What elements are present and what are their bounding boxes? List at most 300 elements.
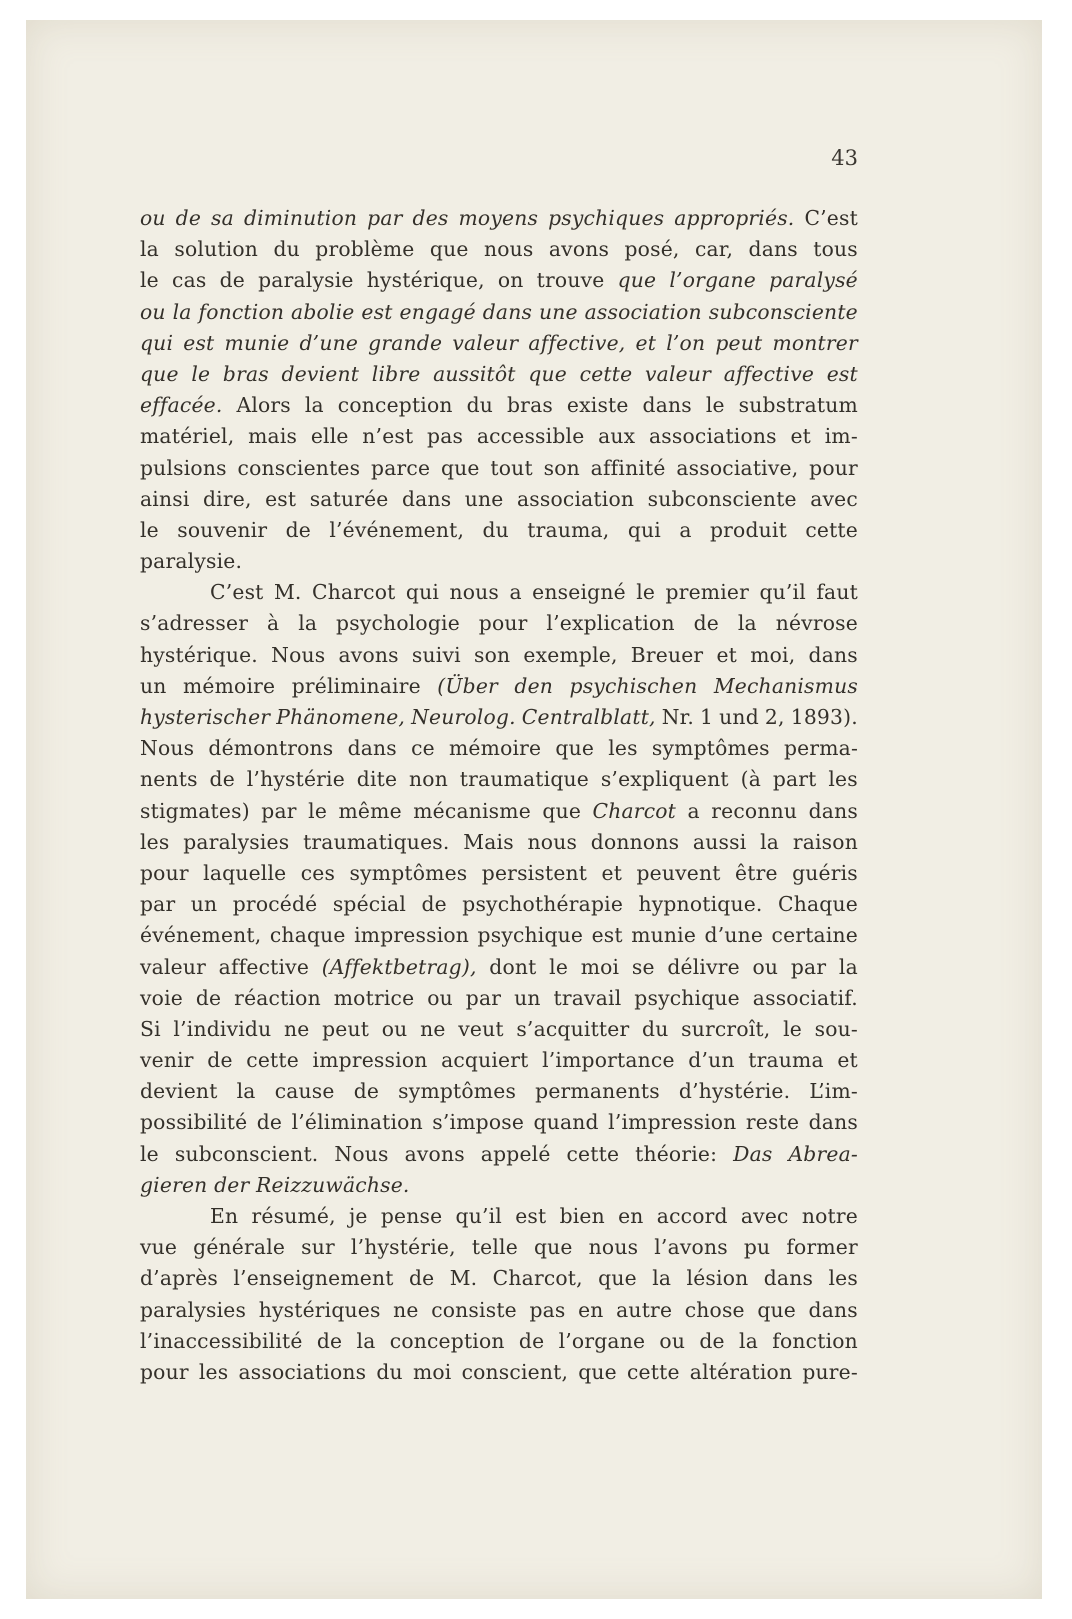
text-line [140,1076,858,1107]
word: lésion [686,1266,749,1291]
word: affective, [528,330,626,355]
word: de [195,985,222,1010]
word: d’une [704,923,764,948]
word: aussitôt [433,361,516,386]
word: de [421,892,447,917]
word: dans [808,1297,858,1322]
word: dans [642,393,692,418]
word: chaque [269,923,346,948]
word: par [790,954,827,979]
word: voie [140,985,183,1010]
word: ne [393,1297,419,1322]
word: ou [659,1328,686,1353]
word: la [304,393,324,418]
word: du [642,1016,669,1041]
word: travail [553,985,622,1010]
word: veut [458,1016,504,1041]
word: est [591,923,623,948]
word: moyens [458,206,539,230]
word: Si [140,1016,161,1041]
word: avons [338,642,399,667]
word: laquelle [203,860,287,885]
word: même [338,798,402,823]
word: premier [665,580,750,605]
word: nous [483,237,534,262]
word: posé, [624,237,680,262]
word: la [298,611,318,636]
word: peuvent [636,860,721,885]
word: substratum [738,393,858,418]
word: paralysé [769,268,858,293]
word: cette [566,1141,620,1166]
word: en [618,1204,644,1228]
text-line [140,328,858,359]
word: grande [368,330,443,355]
word: paralysie [258,268,354,293]
word: (Affektbetrag), [321,954,477,979]
word: Mais [463,829,514,854]
word: altération [689,1359,793,1384]
word: les [828,767,858,792]
word: un [190,892,218,917]
word: notre [801,1204,858,1228]
word: diminution [243,206,358,230]
word: pour [140,860,189,885]
word: cette [805,517,858,542]
word: telle [471,1235,518,1260]
word: part [772,767,817,792]
word: ou [140,206,166,230]
word: Charcot [312,580,396,605]
word: psychique [477,923,584,948]
word: de [693,611,719,636]
word: pas [529,1297,566,1322]
word: Nous [140,736,195,761]
word: événement, [140,923,262,948]
word: qui [140,330,174,355]
word: bien [559,1204,605,1228]
word: munie [224,330,290,355]
word: cas [172,268,207,293]
word: avons [404,1141,465,1166]
word: ainsi [140,486,190,511]
word: persistent [481,860,588,885]
word: stigmates) [140,798,250,823]
word: préliminaire [291,673,421,698]
word: dans [748,237,798,262]
text-line [140,1357,858,1388]
word: dans [763,1266,814,1291]
word: permanents [535,1079,660,1104]
word: faut [816,580,858,605]
word: paralysies [183,829,290,854]
word: je [348,1204,368,1228]
word: association [584,299,702,324]
word: nents [140,767,198,792]
word: souvenir [177,517,268,542]
word: dans [482,299,533,324]
word: ou [427,985,453,1010]
word: reconnu [711,798,798,823]
word: conscientes [237,455,361,480]
word: symptômes [398,1079,517,1104]
word: En [210,1204,239,1228]
word: hypnotique. [638,892,763,917]
text-line [140,265,858,296]
word: du [376,1359,403,1384]
word: fonction [772,1328,858,1353]
text-line [140,359,858,390]
word: par [261,798,297,823]
word: former [786,1235,858,1260]
word: ce [411,736,435,761]
word: et [790,424,812,449]
word: le [140,517,159,542]
word: (à [740,767,761,792]
word: du [466,393,494,418]
word: de [209,767,235,792]
word: à [267,611,280,636]
word: que [440,455,480,480]
word: psychothérapie [462,892,624,917]
word: délivre [667,954,740,979]
word: le [549,954,569,979]
word: munie [631,923,697,948]
word: libre [371,361,421,386]
word: de [219,268,245,293]
text-line [140,952,858,983]
word: a [679,517,692,542]
word: qu’il [455,1204,502,1228]
word: mémoire [182,673,276,698]
word: ou [140,299,166,324]
word: trauma, [527,517,610,542]
word: et [601,860,623,885]
word: possibilité [140,1110,248,1135]
word: est [515,1204,547,1228]
word: cette [579,361,633,386]
body-text [140,203,858,1388]
word: l’hystérie, [350,1235,456,1260]
text-line [140,1295,858,1326]
page-number: 43 [831,146,858,170]
word: Charcot [592,798,677,823]
word: de [175,206,202,230]
text-line [140,1326,858,1357]
word: Centralblatt, [521,705,656,729]
word: théorie: [635,1141,718,1166]
text-line [140,1201,858,1232]
word: nous [588,1235,639,1260]
text-line [140,640,858,671]
word: spécial [332,892,407,917]
word: 1893). [790,705,858,729]
text-line [140,390,858,421]
word: Das [733,1141,773,1166]
word: que [555,736,595,761]
word: Abrea- [788,1141,858,1166]
text-line [140,827,858,858]
word: mécanisme [413,798,531,823]
word: fonction [198,299,285,324]
word: de [408,1266,435,1291]
word: le [140,1141,159,1166]
word: pu [743,1235,771,1260]
word: l’impression [608,1110,737,1135]
word: non [409,767,448,792]
word: psychiques [548,206,665,230]
word: résumé, [251,1204,336,1228]
word: psychique [634,985,740,1010]
word: dans [808,1110,858,1135]
word: que [542,798,582,823]
word: l’élimination [291,1110,423,1135]
word: Nr. [661,705,694,729]
word: Nous [334,1141,389,1166]
word: moi [580,954,620,979]
word: der [207,1172,250,1197]
word: dans [808,798,858,823]
word: subconscient. [174,1141,319,1166]
word: la [652,1266,672,1291]
word: valeur [140,954,206,979]
word: que [598,1266,637,1291]
word: perma- [783,736,858,761]
word: l’organe [669,268,756,293]
word: tous [813,237,858,262]
word: 2, [764,705,785,729]
word: car, [694,237,734,262]
word: valeur [452,330,519,355]
word: s’acquitter [516,1016,630,1041]
word: affective [218,954,310,979]
word: se [631,954,655,979]
text-line [140,764,858,795]
word: de [256,1110,283,1135]
word: que [429,237,469,262]
word: de [316,1328,343,1353]
word: s’impose [432,1110,525,1135]
text-line [140,796,858,827]
word: paralysie. [140,549,243,574]
word: on [497,268,524,293]
word: associations [649,424,777,449]
word: de [518,1328,545,1353]
word: pour [809,455,858,480]
word: exemple, [523,642,618,667]
word: de [285,517,311,542]
word: bras [222,361,269,386]
word: hystérique. [140,642,258,667]
word: est [361,299,393,324]
word: la [140,237,159,262]
word: symptômes [349,860,468,885]
word: 1 [700,705,714,729]
word: mais [248,424,298,449]
word: l’événement, [329,517,465,542]
word: acquiert [441,1048,529,1073]
word: les [198,1359,229,1384]
word: consiste [431,1297,517,1322]
word: des [412,206,449,230]
word: devient [281,361,360,386]
word: conception [389,1328,505,1353]
word: montrer [772,330,858,355]
word: par [367,206,403,230]
word: les [608,736,638,761]
word: est [826,361,858,386]
word: appelé [480,1141,551,1166]
word: hysterischer [140,705,271,729]
word: dans [808,642,858,667]
word: la [838,954,858,979]
word: la [760,829,780,854]
word: solution [174,237,259,262]
word: enseigné [532,580,626,605]
word: l’importance [542,1048,675,1073]
text-line [140,671,858,702]
word: réaction [234,985,321,1010]
word: hystérique, [366,268,485,293]
word: avec [740,1204,789,1228]
word: le [140,268,159,293]
word: de [353,1079,380,1104]
word: vue [140,1235,178,1260]
word: quand [533,1110,599,1135]
word: chose [684,1297,745,1322]
word: association [516,486,635,511]
word: du [482,517,509,542]
word: en [578,1297,604,1322]
word: Chaque [777,892,858,917]
word: ces [300,860,336,885]
word: nous [449,580,500,605]
word: produit [709,517,787,542]
text-line [140,889,858,920]
word: matériel, [140,424,235,449]
word: Reizzuwächse. [249,1172,410,1197]
word: le [308,798,328,823]
word: Breuer [630,642,704,667]
text-line [140,858,858,889]
word: pulsions [140,455,227,480]
word: et [635,330,657,355]
word: parce [371,455,431,480]
word: que [578,1359,617,1384]
text-line [140,1045,858,1076]
word: hystériques [258,1297,381,1322]
word: subconsciente [708,299,858,324]
word: ne [284,1016,310,1041]
word: dite [356,767,398,792]
word: sou- [814,1016,858,1041]
word: avons [548,237,610,262]
word: Alors [236,393,291,418]
word: trauma [748,1048,824,1073]
word: aussi [692,829,747,854]
word: M. [273,580,302,605]
word: peut [715,330,763,355]
word: valeur [645,361,712,386]
word: affinité [590,455,666,480]
word: que [140,361,179,386]
word: sur [301,1235,335,1260]
word: d’un [688,1048,735,1073]
word: associative, [676,455,799,480]
word: Mechanismus [713,673,858,698]
word: que [533,1235,573,1260]
word: Nous [271,642,326,667]
word: la [739,1328,759,1353]
word: raison [792,829,858,854]
word: être [735,860,778,885]
word: d’une [299,330,359,355]
word: dans [347,736,397,761]
word: a [687,798,700,823]
word: le [191,361,211,386]
text-line [140,484,858,515]
word: s’expliquent [600,767,729,792]
word: tout [490,455,533,480]
word: appropriés. [674,206,795,230]
word: de [699,1328,725,1353]
text-line [140,515,858,546]
word: surcroît, [681,1016,771,1041]
word: gieren [140,1172,208,1197]
word: dont [489,954,537,979]
word: effacée. [140,393,223,418]
word: (Über [437,673,498,698]
word: associatif. [752,985,858,1010]
word: donnons [590,829,680,854]
word: im- [824,424,858,449]
word: n’est [362,424,414,449]
text-line [140,203,858,234]
word: l’organe [558,1328,646,1353]
word: cette [627,1359,680,1384]
word: M. [449,1266,478,1291]
text-line [140,1139,858,1170]
word: d’hystérie. [678,1079,791,1104]
word: la [172,299,192,324]
word: qui [627,517,661,542]
word: pour [478,611,528,636]
word: moi, [750,642,796,667]
word: conscient, [461,1359,569,1384]
word: accessible [476,424,585,449]
word: autre [616,1297,673,1322]
word: la [737,611,757,636]
word: und [719,705,759,729]
word: est [183,330,215,355]
word: névrose [775,611,858,636]
word: paralysies [140,1297,247,1322]
word: moi [412,1359,452,1384]
text-line [140,421,858,452]
word: la [356,1328,376,1353]
text-line [140,702,858,733]
word: certaine [771,923,858,948]
word: den [514,673,554,698]
word: C’est [210,580,264,605]
word: existe [566,393,629,418]
word: mémoire [449,736,542,761]
word: Neurolog. [411,705,516,729]
word: peut [322,1016,370,1041]
word: qu’il [759,580,806,605]
word: cause [274,1079,335,1104]
word: problème [315,237,415,262]
